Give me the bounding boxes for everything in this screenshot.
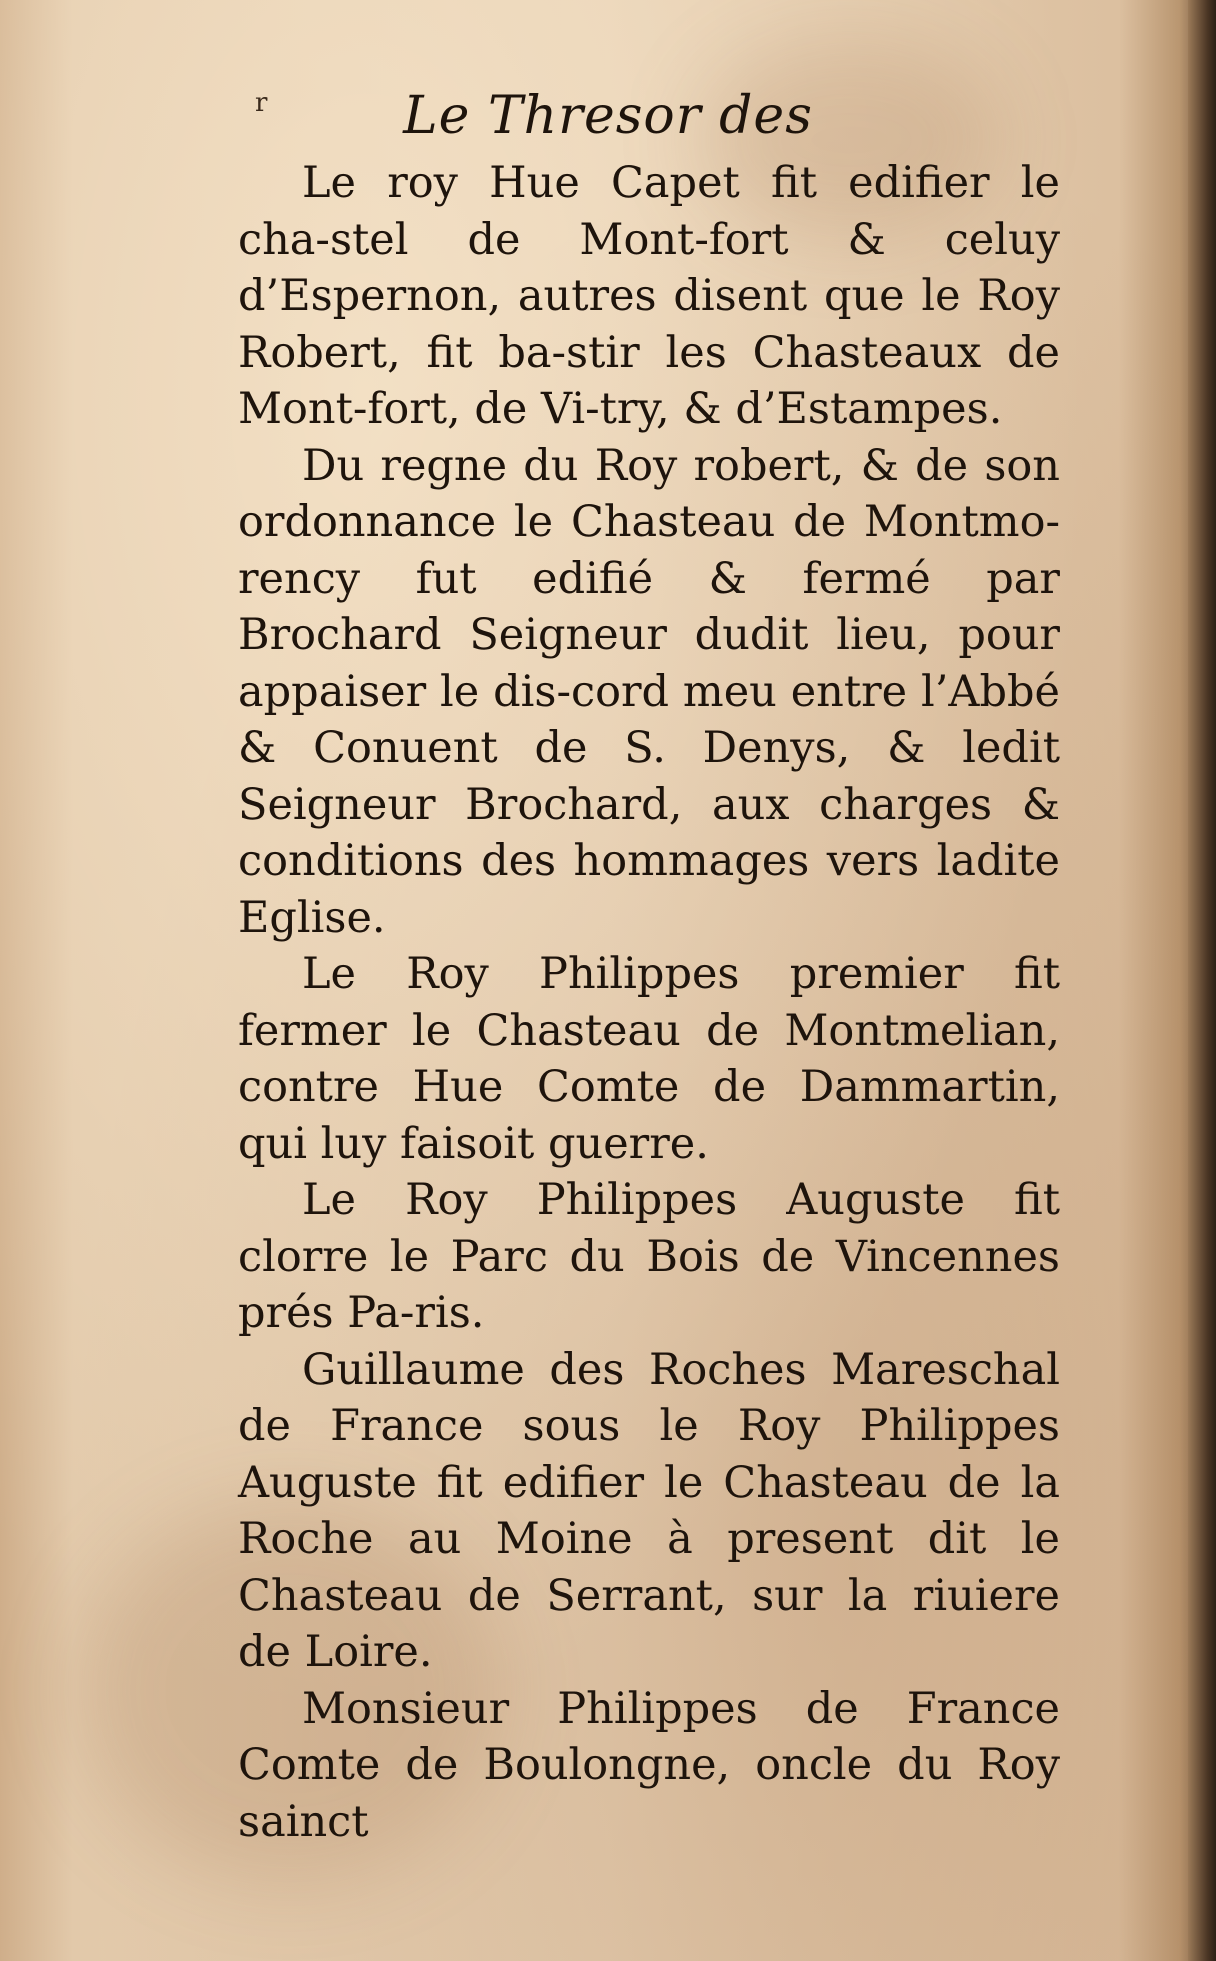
margin-mark: r (255, 88, 268, 118)
paragraph-philippes-de-france: Monsieur Philippes de France Comte de Boulongne, oncle du Roy sainct (238, 1683, 1060, 1847)
page-edge (1188, 0, 1216, 1961)
paragraph-hue-capet: Le roy Hue Capet fit edifier le cha-stel de Mont-fort & celuy d’Espernon, autres disent que le Roy Robert, fit ba-stir les Chasteaux de Mont-fort, de Vi-try, & d’Estampes. (238, 158, 1060, 434)
running-title: Le Thresor des (403, 86, 813, 146)
paragraph-roy-robert: Du regne du Roy robert, & de son ordonnance le Chasteau de Montmo-rency fut edifié & fermé par Brochard Seigneur dudit lieu, pour appaiser le dis-cord meu entre l’Abbé & Conuent de S. Denys, & ledit Seigneur Brochard, aux charges & conditions des hommages vers ladite Eglise. (238, 440, 1060, 943)
paragraph-guillaume-des-roches: Guillaume des Roches Mareschal de France sous le Roy Philippes Auguste fit edifier le Chasteau de la Roche au Moine à present dit le Chasteau de Serrant, sur la riuiere de Loire. (238, 1344, 1060, 1677)
paragraph-philippes-auguste: Le Roy Philippes Auguste fit clorre le Parc du Bois de Vincennes prés Pa-ris. (238, 1175, 1060, 1338)
paragraph-philippes-premier: Le Roy Philippes premier fit fermer le Chasteau de Montmelian, contre Hue Comte de Dammartin, qui luy faisoit guerre. (238, 949, 1060, 1169)
page-text (238, 155, 1060, 1850)
